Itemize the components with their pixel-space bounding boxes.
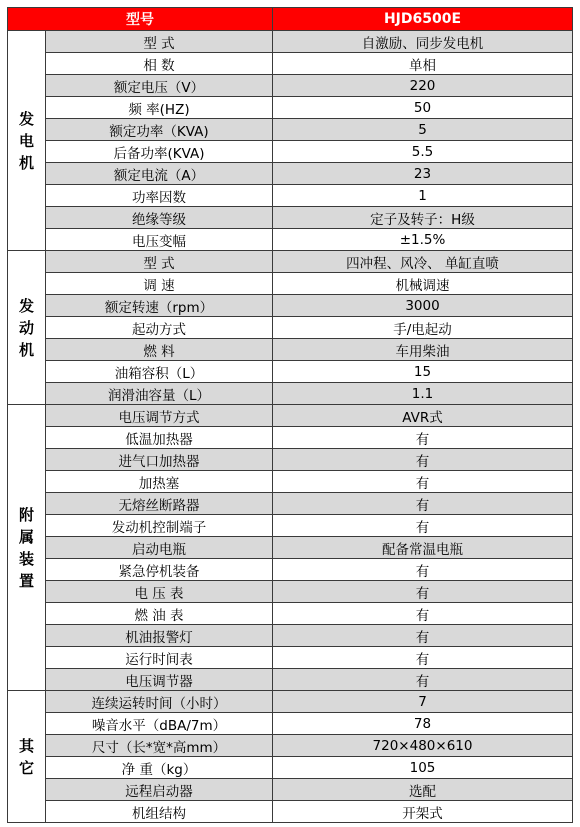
table-row	[8, 339, 573, 361]
spec-label: 低温加热器	[46, 427, 273, 449]
group-name: 附属装置	[19, 505, 35, 590]
spec-value: 单相	[273, 53, 573, 75]
table-row	[8, 647, 573, 669]
spec-label: 电 压 表	[46, 581, 273, 603]
spec-value: 7	[273, 691, 573, 713]
spec-label: 额定功率（KVA)	[46, 119, 273, 141]
table-row	[8, 757, 573, 779]
table-row	[8, 779, 573, 801]
spec-value: 有	[273, 515, 573, 537]
spec-value: 720×480×610	[273, 735, 573, 757]
spec-label: 机组结构	[46, 801, 273, 823]
table-row	[8, 493, 573, 515]
table-row	[8, 31, 573, 53]
spec-value: 3000	[273, 295, 573, 317]
spec-label: 运行时间表	[46, 647, 273, 669]
spec-value: 有	[273, 471, 573, 493]
spec-value: 有	[273, 625, 573, 647]
spec-label: 型 式	[46, 251, 273, 273]
spec-label: 机油报警灯	[46, 625, 273, 647]
spec-label: 净 重（kg）	[46, 757, 273, 779]
spec-value: 有	[273, 493, 573, 515]
spec-label: 加热塞	[46, 471, 273, 493]
spec-label: 噪音水平（dBA/7m）	[46, 713, 273, 735]
spec-label: 相 数	[46, 53, 273, 75]
table-row	[8, 427, 573, 449]
table-row	[8, 713, 573, 735]
spec-value: 1	[273, 185, 573, 207]
table-row	[8, 405, 573, 427]
spec-value: 105	[273, 757, 573, 779]
group-label	[8, 691, 46, 823]
table-row	[8, 163, 573, 185]
spec-value: 车用柴油	[273, 339, 573, 361]
spec-label: 启动电瓶	[46, 537, 273, 559]
table-row	[8, 691, 573, 713]
table-row	[8, 537, 573, 559]
spec-label: 发动机控制端子	[46, 515, 273, 537]
spec-label: 尺寸（长*宽*高mm）	[46, 735, 273, 757]
table-row	[8, 383, 573, 405]
spec-label: 进气口加热器	[46, 449, 273, 471]
spec-value: 50	[273, 97, 573, 119]
spec-table	[7, 7, 573, 823]
spec-label: 绝缘等级	[46, 207, 273, 229]
spec-value: 配备常温电瓶	[273, 537, 573, 559]
spec-label: 起动方式	[46, 317, 273, 339]
group-name: 发动机	[19, 296, 35, 359]
spec-label: 额定电压（V）	[46, 75, 273, 97]
table-row	[8, 735, 573, 757]
table-row	[8, 317, 573, 339]
model-value: HJD6500E	[273, 8, 573, 31]
group-label	[8, 31, 46, 251]
table-row	[8, 603, 573, 625]
group-label	[8, 251, 46, 405]
spec-label: 电压变幅	[46, 229, 273, 251]
spec-value: 有	[273, 559, 573, 581]
table-row	[8, 361, 573, 383]
spec-value: 手/电起动	[273, 317, 573, 339]
table-row	[8, 53, 573, 75]
spec-value: 5	[273, 119, 573, 141]
spec-value: 有	[273, 669, 573, 691]
spec-value: 78	[273, 713, 573, 735]
table-row	[8, 801, 573, 823]
model-label: 型号	[8, 8, 273, 31]
table-row	[8, 273, 573, 295]
spec-value: 15	[273, 361, 573, 383]
spec-label: 额定电流（A）	[46, 163, 273, 185]
table-row	[8, 207, 573, 229]
spec-value: 1.1	[273, 383, 573, 405]
spec-label: 额定转速（rpm）	[46, 295, 273, 317]
spec-label: 型 式	[46, 31, 273, 53]
group-label	[8, 405, 46, 691]
spec-label: 燃 料	[46, 339, 273, 361]
table-row	[8, 625, 573, 647]
spec-label: 连续运转时间（小时）	[46, 691, 273, 713]
spec-label: 电压调节器	[46, 669, 273, 691]
spec-label: 紧急停机装备	[46, 559, 273, 581]
table-row	[8, 97, 573, 119]
spec-label: 功率因数	[46, 185, 273, 207]
spec-value: 四冲程、风冷、 单缸直喷	[273, 251, 573, 273]
spec-label: 频 率(HZ)	[46, 97, 273, 119]
table-row	[8, 295, 573, 317]
spec-value: 有	[273, 603, 573, 625]
spec-label: 无熔丝断路器	[46, 493, 273, 515]
header-row	[8, 8, 573, 31]
spec-value: 有	[273, 427, 573, 449]
spec-value: AVR式	[273, 405, 573, 427]
spec-value: 定子及转子：H级	[273, 207, 573, 229]
table-row	[8, 185, 573, 207]
table-row	[8, 471, 573, 493]
spec-label: 电压调节方式	[46, 405, 273, 427]
table-row	[8, 75, 573, 97]
table-row	[8, 229, 573, 251]
spec-label: 后备功率(KVA)	[46, 141, 273, 163]
spec-value: 有	[273, 647, 573, 669]
spec-value: 选配	[273, 779, 573, 801]
spec-label: 润滑油容量（L）	[46, 383, 273, 405]
table-row	[8, 581, 573, 603]
table-row	[8, 449, 573, 471]
spec-label: 远程启动器	[46, 779, 273, 801]
group-name: 其它	[19, 736, 35, 777]
spec-value: 自激励、同步发电机	[273, 31, 573, 53]
spec-label: 燃 油 表	[46, 603, 273, 625]
spec-value: ±1.5%	[273, 229, 573, 251]
spec-label: 油箱容积（L）	[46, 361, 273, 383]
spec-value: 开架式	[273, 801, 573, 823]
table-row	[8, 669, 573, 691]
spec-label: 调 速	[46, 273, 273, 295]
spec-value: 有	[273, 581, 573, 603]
table-row	[8, 119, 573, 141]
table-row	[8, 141, 573, 163]
spec-value: 220	[273, 75, 573, 97]
spec-value: 5.5	[273, 141, 573, 163]
table-row	[8, 515, 573, 537]
spec-value: 有	[273, 449, 573, 471]
group-name: 发电机	[19, 109, 35, 172]
spec-value: 机械调速	[273, 273, 573, 295]
spec-value: 23	[273, 163, 573, 185]
table-row	[8, 559, 573, 581]
table-row	[8, 251, 573, 273]
